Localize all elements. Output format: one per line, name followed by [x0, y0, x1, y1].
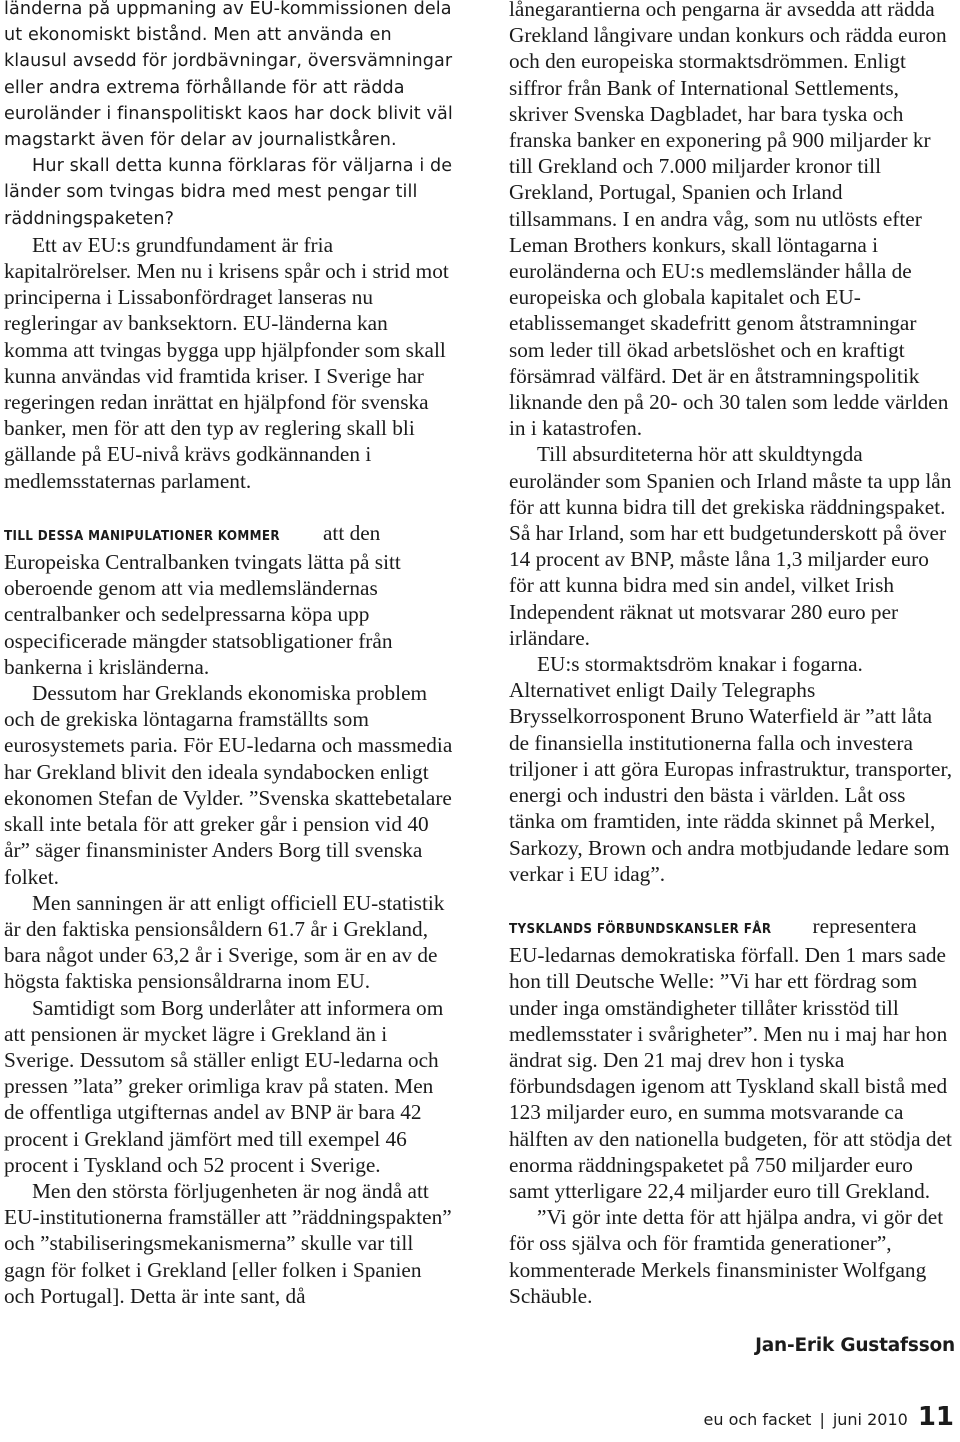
left-column — [4, 0, 456, 1309]
issue-date: juni 2010 — [832, 1410, 908, 1429]
left-paragraph-8: Men den största förljugenheten är nog ändå att EU-institutionerna framställer att ”räddningspakten” och ”stabiliseringsmekanismerna” skulle var till gagn för folket i Grekland [eller folken i Spanien och Portugal]. Detta är inte sant, då — [4, 1178, 452, 1308]
left-paragraph-2: Hur skall detta kunna förklaras för väljarna i de länder som tvingas bidra med mest pengar till räddningspaketen? — [4, 156, 453, 229]
right-paragraph-3: EU:s stormaktsdröm knakar i fogarna. Alternativet enligt Daily Telegraphs Brysselkorrosponent Bruno Waterfield är ”att låta de finansiella institutionerna falla och investera triljoner i att göra Europas infrastruktur, transporter, energi och industri den bästa i världen. Låt oss tänka om framtiden, inte rädda skinnet på Merkel, Sarkozy, Brown och andra motbjudande ledare som verkar i EU idag”. — [509, 652, 953, 886]
page-footer — [704, 1402, 955, 1432]
footer-separator: | — [819, 1410, 825, 1429]
publication-name: eu och facket — [703, 1410, 812, 1429]
section-lead-in: TILL DESSA MANIPULATIONER KOMMER — [4, 527, 281, 544]
left-paragraph-5: Dessutom har Greklands ekonomiska problem och de grekiska löntagarna framställts som eurosystemets paria. För EU-ledarna och massmedia har Grekland blivit den ideala syndabocken enligt ekonomen Stefan de Vylder. ”Svenska skattebetalare skall inte betala för att greker går i pension vid 40 år” säger finansminister Anders Borg till svenska folket. — [4, 681, 453, 889]
right-column — [509, 0, 955, 1359]
left-section-paragraph — [4, 520, 456, 680]
left-paragraph-7: Samtidigt som Borg underlåter att informera om att pensionen är mycket lägre i Grekland än i Sverige. Dessutom så ställer enligt EU-ledarna och pressen ”lata” greker orimliga krav på staten. Men de offentliga utgifternas andel av BNP är bara 42 procent i Grekland jämfört med till exempel 46 procent i Tyskland och 52 procent i Sverige. — [4, 995, 444, 1177]
author-signature: Jan-Erik Gustafsson — [755, 1334, 955, 1356]
right-paragraph-1: lånegarantierna och pengarna är avsedda att rädda Grekland långivare undan konkurs och rädda euron och den europeiska stormaktsdrömmen. Enligt siffror från Bank of International Settlements, skriver Svenska Dagbladet, har bara tyska och franska banker en exponering på 900 miljarder kr till Grekland och 7.000 miljarder kronor till Grekland, Portugal, Spanien och Irland tillsammans. I en andra våg, som nu utlösts efter Leman Brothers konkurs, skall löntagarna i euroländerna och EU:s medlemsländer hålla de europeiska och globala kapitalet och EU-etablissemanget skadefritt genom åtstramningar som leder till ökad arbetslöshet och en kraftigt försämrad välfärd. Det är en åtstramningspolitik liknande den på 20- och 30 talen som ledde världen in i katastrofen. — [509, 0, 949, 441]
right-closing-paragraph: ”Vi gör inte detta för att hjälpa andra, vi gör det för oss själva och för framtida generationer”, kommenterade Merkels finansminister Wolfgang Schäuble. — [509, 1205, 944, 1308]
right-section-paragraph — [509, 913, 955, 1204]
section-body-text: att den Europeiska Centralbanken tvingats lätta på sitt oberoende genom att via medlemsländernas centralbanker och sedelpressarna köpa upp ospecificerade mängder statsobligationer från bankerna i krisländerna. — [4, 520, 401, 679]
section-body-text: representera EU-ledarnas demokratiska förfall. Den 1 mars sade hon till Deutsche Welle: ”Vi har ett fördrag som under inga omständigheter tillåter krisstöd till medlemsstater i svårigheter”. Men nu i maj har hon ändrat sig. Den 21 maj drev hon i tyska förbundsdagen igenom att Tyskland skall bistå med 123 miljarder euro, en summa motsvarande ca hälften av den nationella budgeten, för att stödja det enorma räddningspaketet på 750 miljarder euro samt ytterligare 22,4 miljarder euro till Grekland. — [509, 913, 952, 1203]
left-paragraph-1: länderna på uppmaning av EU-kommissionen dela ut ekonomiskt bistånd. Men att använda en klausul avsedd för jordbävningar, översvämningar eller andra extrema förhållande för att rädda euroländer i finanspolitiskt kaos har dock blivit väl magstarkt även för delar av journalistkåren. — [4, 0, 453, 151]
left-paragraph-6: Men sanningen är att enligt officiell EU-statistik är den faktiska pensionsåldern 61.7 år i Grekland, bara något under 63,2 år i Sverige, som är en av de högsta faktiska pensionsåldrarna inom EU. — [4, 890, 445, 994]
right-paragraph-2: Till absurditeterna hör att skuldtyngda euroländer som Spanien och Irland måste ta upp lån för att kunna bidra till det grekiska räddningspaket. Så har Irland, som har ett budgetunderskott på över 14 procent av BNP, måste låna 1,3 miljarder euro för att kunna bidra med sin andel, vilket Irish Independent räknat ut motsvarar 280 euro per irländare. — [509, 442, 952, 650]
page-number: 11 — [917, 1402, 954, 1432]
section-lead-in: TYSKLANDS FÖRBUNDSKANSLER FÅR — [509, 920, 772, 937]
left-paragraph-3: Ett av EU:s grundfundament är fria kapitalrörelser. Men nu i krisens spår och i strid mot principerna i Lissabonfördraget lanseras nu regleringar av banksektorn. EU-länderna kan komma att tvingas bygga upp hjälpfonder som skall kunna användas vid framtida kriser. I Sverige har regeringen redan inrättat en hjälpfond för svenska banker, men för att den typ av reglering skall bli gällande på EU-nivå krävs godkännanden i medlemsstaternas parlament. — [4, 232, 449, 493]
